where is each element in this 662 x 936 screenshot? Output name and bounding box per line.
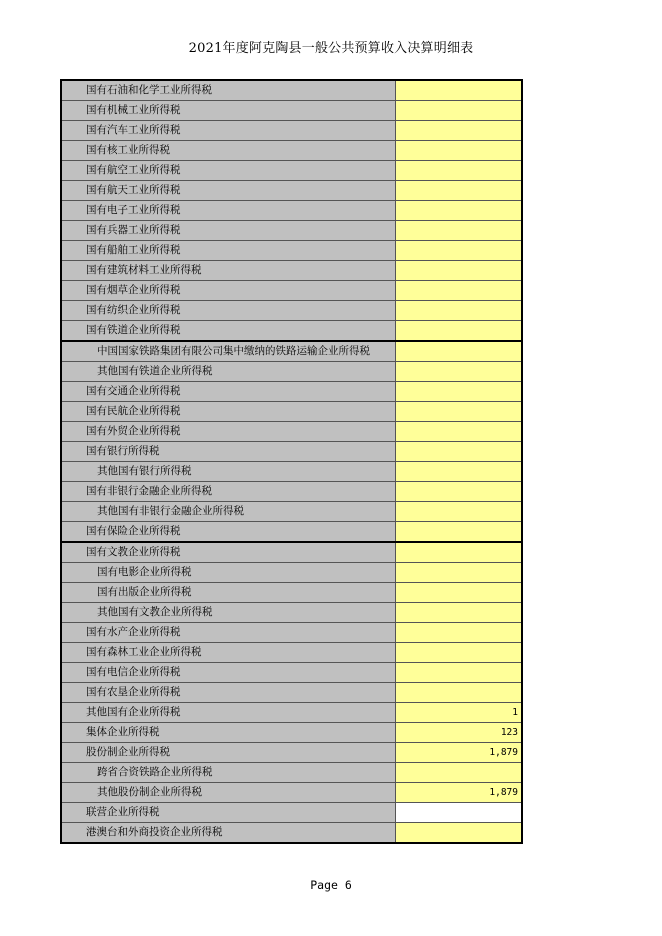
row-value — [395, 542, 522, 563]
table-row — [61, 462, 522, 482]
row-label: 国有保险企业所得税 — [61, 522, 395, 543]
table-row — [61, 321, 522, 342]
row-label: 国有船舶工业所得税 — [61, 241, 395, 261]
row-label: 跨省合资铁路企业所得税 — [61, 763, 395, 783]
row-value — [395, 80, 522, 101]
row-value — [395, 101, 522, 121]
table-row — [61, 482, 522, 502]
row-value — [395, 623, 522, 643]
row-value: 1,879 — [395, 743, 522, 763]
row-value — [395, 161, 522, 181]
table-row — [61, 803, 522, 823]
table-row — [61, 422, 522, 442]
table-row — [61, 101, 522, 121]
row-value: 1,879 — [395, 783, 522, 803]
table-row — [61, 161, 522, 181]
row-value — [395, 321, 522, 342]
row-label: 国有航天工业所得税 — [61, 181, 395, 201]
row-value — [395, 643, 522, 663]
row-value — [395, 803, 522, 823]
row-label: 国有核工业所得税 — [61, 141, 395, 161]
row-label: 其他股份制企业所得税 — [61, 783, 395, 803]
row-value — [395, 422, 522, 442]
row-value: 1 — [395, 703, 522, 723]
row-label: 国有纺织企业所得税 — [61, 301, 395, 321]
row-value — [395, 181, 522, 201]
row-value — [395, 763, 522, 783]
table-row — [61, 502, 522, 522]
row-label: 其他国有铁道企业所得税 — [61, 362, 395, 382]
row-label: 国有航空工业所得税 — [61, 161, 395, 181]
table-row — [61, 823, 522, 844]
row-label: 其他国有企业所得税 — [61, 703, 395, 723]
table-row — [61, 743, 522, 763]
page-footer: Page 6 — [310, 878, 352, 892]
row-label: 国有汽车工业所得税 — [61, 121, 395, 141]
row-label: 联营企业所得税 — [61, 803, 395, 823]
row-label: 国有银行所得税 — [61, 442, 395, 462]
row-value — [395, 462, 522, 482]
row-value — [395, 502, 522, 522]
row-value — [395, 663, 522, 683]
table-row — [61, 683, 522, 703]
row-value: 123 — [395, 723, 522, 743]
row-label: 国有兵器工业所得税 — [61, 221, 395, 241]
row-label: 国有非银行金融企业所得税 — [61, 482, 395, 502]
row-label: 中国国家铁路集团有限公司集中缴纳的铁路运输企业所得税 — [61, 341, 395, 362]
table-row — [61, 583, 522, 603]
row-label: 港澳台和外商投资企业所得税 — [61, 823, 395, 844]
row-value — [395, 341, 522, 362]
table-row — [61, 703, 522, 723]
table-row — [61, 783, 522, 803]
row-label: 国有建筑材料工业所得税 — [61, 261, 395, 281]
table-row — [61, 542, 522, 563]
row-value — [395, 261, 522, 281]
table-row — [61, 141, 522, 161]
row-value — [395, 522, 522, 543]
row-label: 国有农垦企业所得税 — [61, 683, 395, 703]
row-value — [395, 402, 522, 422]
row-value — [395, 683, 522, 703]
row-label: 国有机械工业所得税 — [61, 101, 395, 121]
table-row — [61, 181, 522, 201]
table-row — [61, 603, 522, 623]
row-label: 国有森林工业企业所得税 — [61, 643, 395, 663]
page-title: 2021年度阿克陶县一般公共预算收入决算明细表 — [188, 41, 474, 56]
row-value — [395, 141, 522, 161]
table-row — [61, 522, 522, 543]
row-label: 其他国有非银行金融企业所得税 — [61, 502, 395, 522]
table-row — [61, 723, 522, 743]
table-row — [61, 382, 522, 402]
row-value — [395, 563, 522, 583]
row-label: 国有电信企业所得税 — [61, 663, 395, 683]
row-value — [395, 823, 522, 844]
table-row — [61, 663, 522, 683]
table-row — [61, 241, 522, 261]
table-row — [61, 341, 522, 362]
table-row — [61, 402, 522, 422]
row-label: 国有交通企业所得税 — [61, 382, 395, 402]
table-row — [61, 442, 522, 462]
row-label: 其他国有文教企业所得税 — [61, 603, 395, 623]
row-label: 股份制企业所得税 — [61, 743, 395, 763]
table-row — [61, 362, 522, 382]
table-row — [61, 563, 522, 583]
row-label: 集体企业所得税 — [61, 723, 395, 743]
row-label: 国有外贸企业所得税 — [61, 422, 395, 442]
row-value — [395, 221, 522, 241]
row-value — [395, 442, 522, 462]
row-value — [395, 301, 522, 321]
table-row — [61, 121, 522, 141]
table-row — [61, 80, 522, 101]
row-label: 国有水产企业所得税 — [61, 623, 395, 643]
row-label: 国有电子工业所得税 — [61, 201, 395, 221]
row-value — [395, 382, 522, 402]
row-label: 国有电影企业所得税 — [61, 563, 395, 583]
table-row — [61, 301, 522, 321]
row-value — [395, 281, 522, 301]
table-row — [61, 261, 522, 281]
row-value — [395, 482, 522, 502]
row-value — [395, 241, 522, 261]
row-value — [395, 362, 522, 382]
row-label: 国有烟草企业所得税 — [61, 281, 395, 301]
row-value — [395, 603, 522, 623]
table-row — [61, 623, 522, 643]
row-label: 国有文教企业所得税 — [61, 542, 395, 563]
row-value — [395, 583, 522, 603]
revenue-detail-table — [60, 79, 523, 844]
table-row — [61, 763, 522, 783]
table-row — [61, 643, 522, 663]
row-label: 国有铁道企业所得税 — [61, 321, 395, 342]
row-label: 国有出版企业所得税 — [61, 583, 395, 603]
row-label: 国有石油和化学工业所得税 — [61, 80, 395, 101]
row-label: 其他国有银行所得税 — [61, 462, 395, 482]
table-row — [61, 201, 522, 221]
table-row — [61, 281, 522, 301]
table-row — [61, 221, 522, 241]
row-value — [395, 121, 522, 141]
row-value — [395, 201, 522, 221]
row-label: 国有民航企业所得税 — [61, 402, 395, 422]
